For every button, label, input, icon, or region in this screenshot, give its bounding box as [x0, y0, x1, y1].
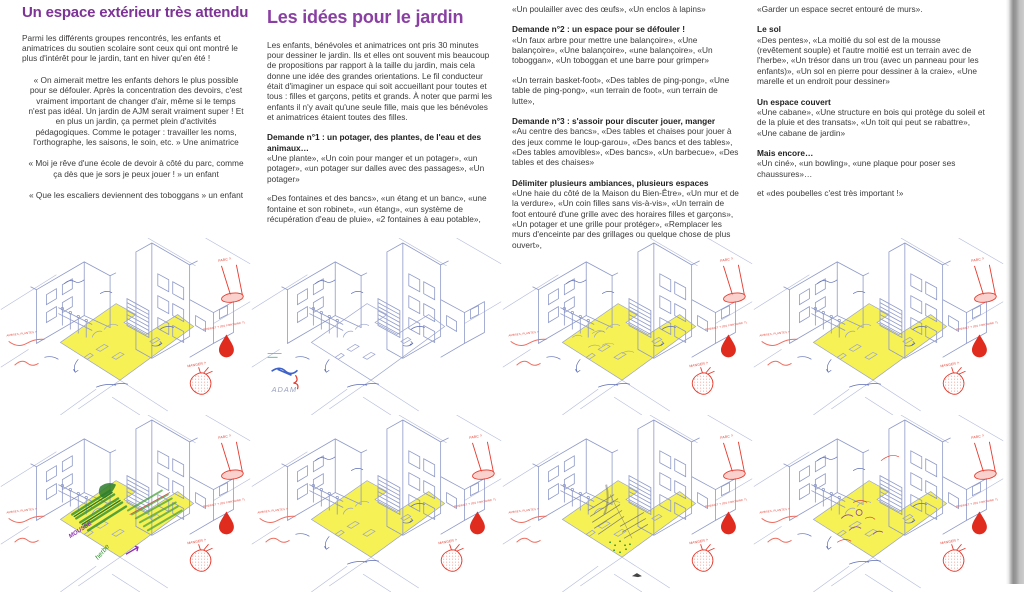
paragraph: «Une haie du côté de la Maison du Bien-Être», «Un mur et de la verdure», «Un coin filles sans vis-à-vis», «Un terrain de foot entouré d'une grille avec des horaires filles et garçons», «Un potager et une grille pour protéger», «Remplacer les murs d'enceinte par des grillages ou quelque chose de plus ouvert», — [512, 188, 739, 250]
sketch-row1-col4 — [753, 238, 1004, 415]
quote-block: « On aimerait mettre les enfants dehors le plus possible pour se défouler. Après la concentration des devoirs, c'est vraiment important de changer d'air, même si le temps n'est pas idéal. Un jardin de AJM serait vraiment super ! Et en plus un jardin, ça permet plein d'activités pédagogiques. Comme le potager : travailler les noms, l'orthographe, les saisons, le soin, etc. » Une animatrice — [28, 74, 244, 147]
sketch-row2-col2 — [251, 415, 502, 592]
sketch-row2-col3 — [502, 415, 753, 592]
text-column-4 — [757, 4, 985, 259]
sketch-row1-col2 — [251, 238, 502, 415]
text-column-1 — [22, 4, 250, 259]
paragraph: «Des fontaines et des bancs», «un étang et un banc», «une fontaine et son robinet», «un étang», «un système de récupération d'eau de pluie», «2 fontaines à eau potable», — [267, 193, 487, 224]
sketch-row2-col1 — [0, 415, 251, 592]
quote-block: « Que les escaliers deviennent des toboggans » un enfant — [28, 190, 244, 201]
paragraph: «Au centre des bancs», «Des tables et chaises pour jouer à des jeux comme le loup-garou», «Des bancs et des tables», «Des tables amovibles», «Des bancs», «Un barbecue», «Des tables et des chaises» — [512, 126, 739, 168]
section-title: Un espace extérieur très attendu — [22, 4, 249, 21]
text-columns — [22, 4, 984, 259]
paragraph: Les enfants, bénévoles et animatrices ont pris 30 minutes pour dessiner le jardin. Ils et elles ont souvent mis beaucoup de propositions par rapport à la taille du jardin, mais cela donne une idée des grandes orientations. Le fil conducteur était d'imaginer un espace qui soit accueillant pour toutes et tous : filles et garçons, petits et grands. À noter que parmi les enfants il n'y avait qu'une seule fille, mais que les bénévoles et animatrices étaient toutes des filles. — [267, 39, 493, 123]
quote-block: « Moi je rêve d'une école de devoir à côté du parc, comme ça dès que je sors je peux jouer ! » un enfant — [28, 158, 244, 179]
paragraph: «Un faux arbre pour mettre une balançoire», «Une balançoire», «Une balançoire», «une balançoire», «Un toboggan», «Un toboggan et une barre pour grimper» — [512, 34, 713, 66]
sketch-grid — [0, 238, 1006, 592]
section-title: Les idées pour le jardin — [267, 7, 464, 27]
paragraph: «Un poulailler avec des œufs», «Un enclos à lapins» — [512, 4, 706, 14]
sketch-row1-col3 — [502, 238, 753, 415]
text-column-2 — [267, 4, 495, 259]
paragraph: «Une cabane», «Une structure en bois qui protège du soleil et de la pluie et des transats», «Un toit qui peut se rabattre», «Une cabane de jardin» — [757, 106, 985, 138]
sub-heading: Demande n°1 : un potager, des plantes, de l'eau et des animaux… — [267, 132, 482, 153]
sub-heading: Mais encore… — [757, 147, 814, 158]
paragraph: «Une plante», «Un coin pour manger et un potager», «un potager», «un potager sur dalles avec des passages», «Un potager» — [267, 153, 485, 184]
paragraph: «Des pentes», «La moitié du sol est de la mousse (revêtement souple) et l'autre moitié est un terrain avec de l'herbe», «Un trésor dans un trou (avec un panneau pour les enfants)», «Un sol en pierre pour dessiner à la craie», «Une marelle et un endroit pour dessiner» — [757, 34, 979, 87]
sub-heading: Demande n°3 : s'assoir pour discuter jouer, manger — [512, 115, 716, 126]
paragraph: et «des poubelles c'est très important !» — [757, 188, 904, 199]
sub-heading: Un espace couvert — [757, 96, 831, 107]
sketch-row2-col4 — [753, 415, 1004, 592]
paragraph: «Un terrain basket-foot», «Des tables de ping-pong», «Une table de ping-pong», «un terrain de foot», «un terrain de lutte», — [512, 74, 730, 106]
sub-heading: Délimiter plusieurs ambiances, plusieurs espaces — [512, 177, 709, 188]
sub-heading: Demande n°2 : un espace pour se défouler ! — [512, 24, 685, 35]
sub-heading: Le sol — [757, 24, 781, 35]
text-column-3 — [512, 4, 740, 259]
sketch-row1-col1 — [0, 238, 251, 415]
signature-adam-layer — [268, 353, 298, 394]
blue-notes-layer — [295, 280, 424, 387]
paragraph: «Un ciné», «un bowling», «une plaque pour poser ses chaussures»… — [757, 158, 956, 179]
paragraph: Parmi les différents groupes rencontrés, les enfants et animatrices du soutien scolaire sont ceux qui ont montré le plus d'intérêt pour le jardin, tant en hiver qu'en été ! — [22, 32, 238, 64]
paragraph: «Garder un espace secret entouré de murs». — [757, 4, 923, 14]
page-edge-shadow — [1006, 0, 1024, 584]
